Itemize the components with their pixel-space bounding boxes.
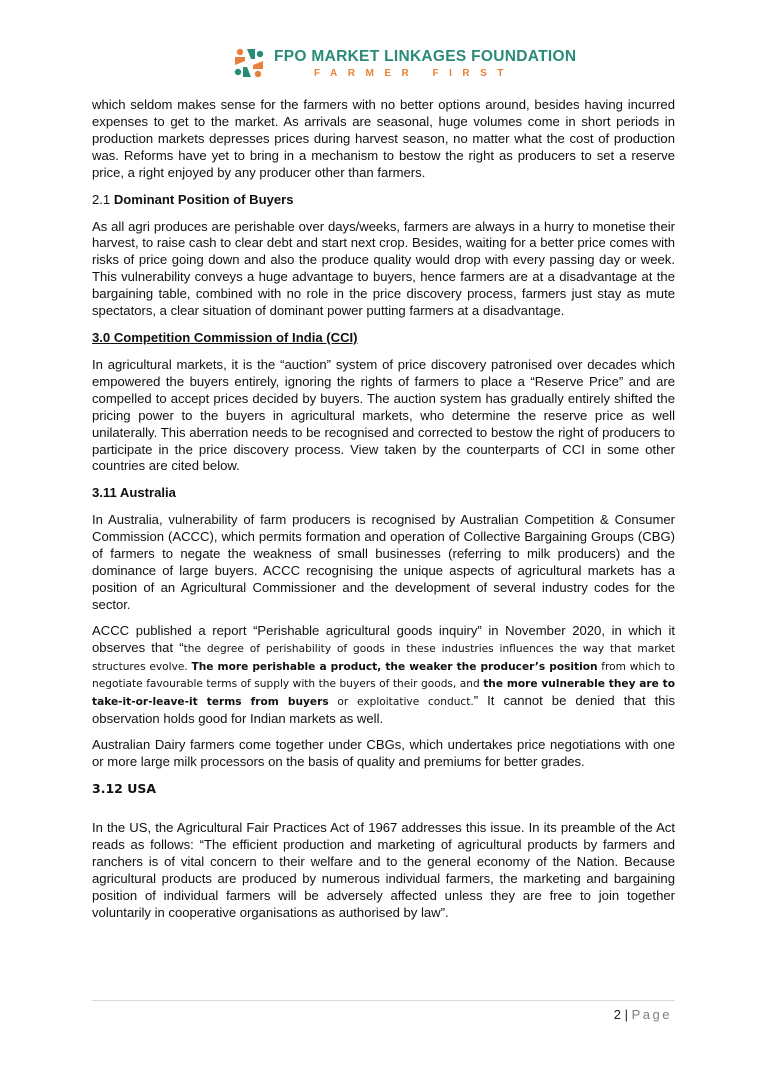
fpo-logo-icon [230,44,268,82]
document-body [92,97,675,930]
page-label: Page [631,1007,672,1022]
paragraph-cci: In agricultural markets, it is the “auction” system of price discovery patronised over decades which empowered the buyers entirely, ignoring the rights of farmers to place a “Reserve Price” and are compelled to accept prices decided by buyers. The auction system has gradually entirely shifted the pricing power to the buyers in agricultural markets, who determine the reserve price as well unilaterally. This aberration needs to be recognised and corrected to bestow the right of producers to participate in the price discovery process. View taken by the counterparts of CCI in some other countries are cited below. [92,356,675,474]
page-separator: | [621,1007,632,1022]
quote-run: or exploitative conduct. [328,696,474,709]
paragraph-dairy: Australian Dairy farmers come together under CBGs, which undertakes price negotiations with one or more large milk processors on the basis of quality and premiums for better grades. [92,737,675,770]
quote-run: from which to negotiate favourable terms of supply with the buyers of their goods, and [92,660,675,691]
paragraph-intro: which seldom makes sense for the farmers with no better options around, besides having incurred expenses to get to the market. As arrivals are seasonal, huge volumes come in short periods in production markets depresses prices during harvest season, no matter what the cost of production was. Reforms have yet to bring in a mechanism to bestow the right as producers to set a reserve price, a right enjoyed by any producer other than farmers. [92,97,675,180]
paragraph-accc-report [92,623,675,728]
section-heading-3-0: 3.0 Competition Commission of India (CCI) [92,329,358,345]
quote-emphasis: The more perishable a product, the weaker the producer’s position [191,660,598,673]
page-number: 2 [613,1007,622,1022]
org-tagline: FARMER FIRST [314,68,514,79]
paragraph-dominant-position: As all agri produces are perishable over days/weeks, farmers are always in a hurry to monetise their harvest, to raise cash to clear debt and start next crop. Besides, waiting for a better price comes with risks of price going down and also the produce quality would drop with every passing day or week. This vulnerability conveys a huge advantage to buyers, hence farmers are at a disadvantage at the bargaining table, combined with no role in the price discovery process, farmers just stay as mute spectators, a clear situation of dominant power putting farmers at a disadvantage. [92,218,675,319]
section-heading-2-1 [92,191,675,208]
section-title: Dominant Position of Buyers [113,191,294,207]
footer-divider [92,1000,675,1001]
paragraph-usa: In the US, the Agricultural Fair Practices Act of 1967 addresses this issue. In its preamble of the Act reads as follows: “The efficient production and marketing of agricultural products by farmers and ranchers is of vital concern to their welfare and to the general economy of the Nation. Because agricultural products are produced by numerous individual farmers, the marketing and bargaining position of individual farmers will be adversely affected unless they are free to join together voluntarily in cooperative organisations as authorised by law”. [92,820,675,920]
page-header [230,44,577,88]
quote-emphasis: the more vulnerable they are to take-it-or-leave-it terms from buyers [92,678,676,709]
section-number: 2.1 [92,191,114,207]
section-heading-3-11: 3.11 Australia [92,485,176,501]
quote-run: the degree of perishability of goods in these industries influences the way that market structures evolve. [92,642,675,673]
text-run: ” It cannot be denied that this observation holds good for Indian markets as well. [92,693,675,727]
text-run: ACCC published a report “Perishable agricultural goods inquiry” in November 2020, in which it observes that “ [92,622,675,655]
org-name: FPO MARKET LINKAGES FOUNDATION [274,48,577,65]
paragraph-australia: In Australia, vulnerability of farm producers is recognised by Australian Competition & Consumer Commission (ACCC), which permits formation and operation of Collective Bargaining Groups (CBG) of farmers to negate the weakness of small businesses (referring to milk producers) and the dominance of large buyers. ACCC recognising the unique aspects of agricultural markets has a position of an Agricultural Commissioner and the development of several industry codes for the sector. [92,512,675,612]
page-footer [614,1007,672,1022]
section-heading-3-12: 3.12 USA [92,781,157,796]
